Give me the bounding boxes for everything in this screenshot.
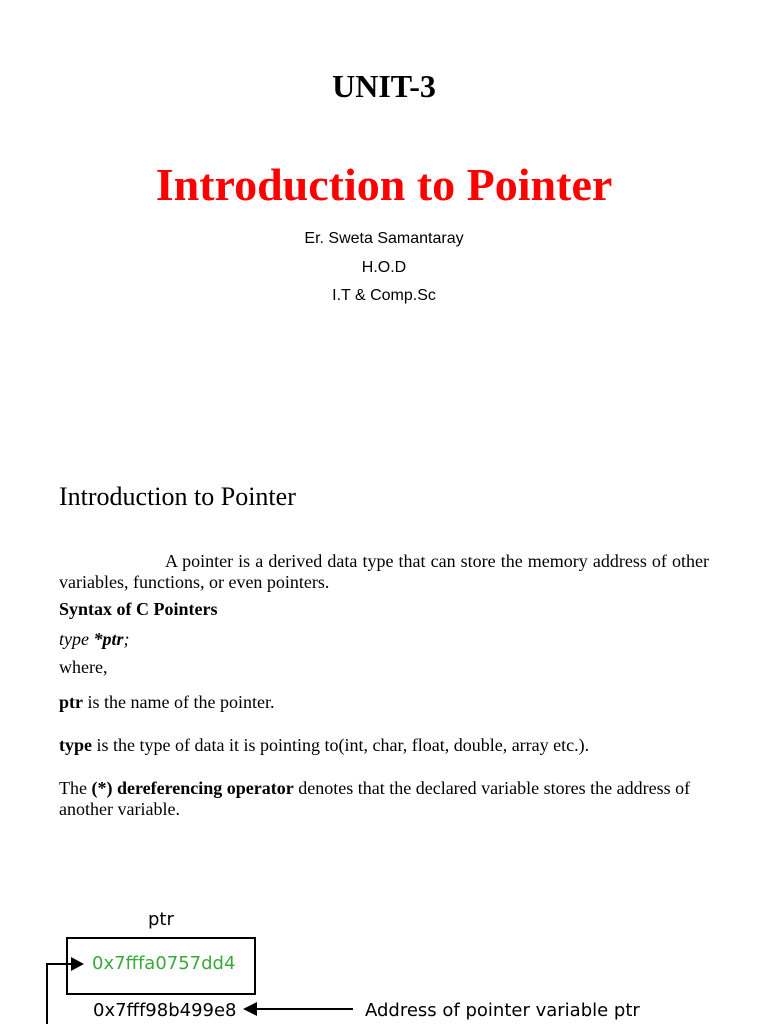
author-role: H.O.D [361, 259, 407, 276]
ptr-description: is the name of the pointer. [83, 692, 275, 712]
syntax-type: type [59, 629, 94, 649]
section-heading: Introduction to Pointer [59, 482, 296, 511]
deref-term: (*) dereferencing operator [91, 778, 294, 798]
type-term: type [59, 735, 92, 755]
author-department: I.T & Comp.Sc [332, 287, 436, 304]
pointer-address: 0x7fff98b499e8 [93, 1000, 237, 1021]
pointer-value: 0x7fffa0757dd4 [92, 953, 236, 974]
syntax-heading: Syntax of C Pointers [59, 599, 218, 619]
ptr-term: ptr [59, 692, 83, 712]
deref-prefix: The [59, 778, 92, 798]
main-title: Introduction to Pointer [155, 159, 613, 210]
address-annotation: Address of pointer variable ptr [365, 1000, 640, 1021]
author-name: Er. Sweta Samantaray [304, 230, 464, 247]
ptr-label: ptr [148, 909, 174, 930]
type-description: is the type of data it is pointing to(int, char, float, double, array etc.). [92, 735, 590, 755]
incoming-arrow [47, 957, 84, 1024]
intro-paragraph: A pointer is a derived data type that can store the memory address of other variables, functions, or even pointers. [59, 551, 709, 592]
unit-title: UNIT-3 [332, 68, 436, 104]
syntax-ptr: *ptr [93, 629, 124, 649]
address-arrow [243, 1002, 353, 1016]
deref-description: denotes that the declared variable stores the address of another variable. [59, 778, 691, 819]
where-line: where, [59, 657, 108, 677]
syntax-end: ; [123, 629, 130, 649]
